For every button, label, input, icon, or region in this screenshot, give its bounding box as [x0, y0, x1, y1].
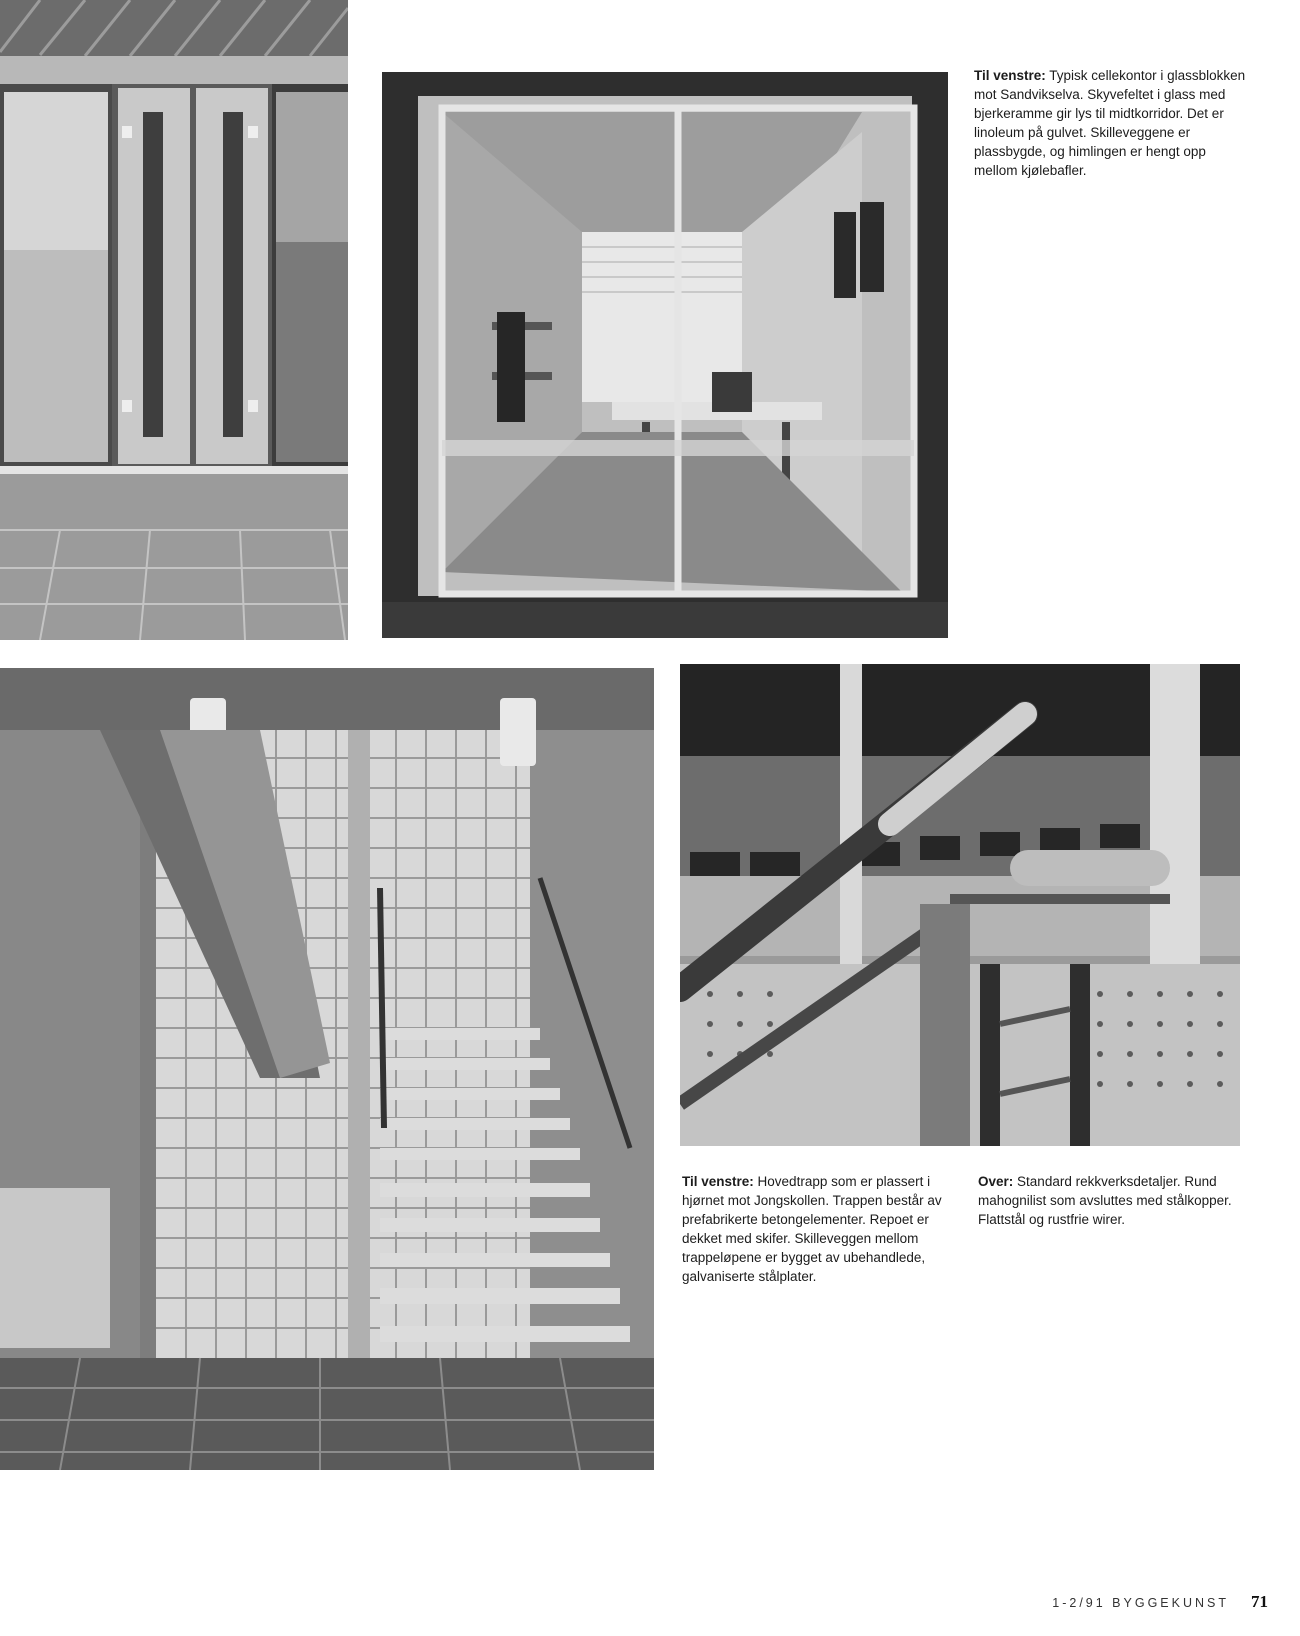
railing-caption — [978, 1172, 1240, 1229]
office-caption-lead: Til venstre: — [974, 68, 1046, 83]
page-footer — [1006, 1592, 1268, 1616]
office-photo — [382, 72, 948, 638]
stairwell-caption-lead: Til venstre: — [682, 1174, 754, 1189]
stairwell-caption — [682, 1172, 954, 1286]
office-caption-text: Typisk cellekontor i glassblokken mot Sandvikselva. Skyvefeltet i glass med bjerkeramme gir lys til midtkorridor. Det er linoleum på gulvet. Skilleveggene er plassbygde, og himlingen er hengt opp mellom kjølebafler. — [974, 68, 1246, 178]
issue-label: 1-2/91 BYGGEKUNST — [1052, 1596, 1229, 1610]
office-caption — [974, 66, 1246, 180]
stairwell-photo — [0, 668, 654, 1470]
page-number: 71 — [1251, 1592, 1268, 1611]
railing-photo — [680, 664, 1240, 1146]
railing-caption-lead: Over: — [978, 1174, 1014, 1189]
facade-photo — [0, 0, 348, 640]
railing-caption-text: Standard rekkverksdetaljer. Rund mahognilist som avsluttes med stålkopper. Flattstål og rustfrie wirer. — [978, 1174, 1232, 1227]
stairwell-caption-text: Hovedtrapp som er plassert i hjørnet mot Jongskollen. Trappen består av prefabrikerte betongelementer. Repoet er dekket med skifer. Skilleveggen mellom trappeløpene er bygget av ubehandlede, galvaniserte stålplater. — [682, 1174, 942, 1284]
